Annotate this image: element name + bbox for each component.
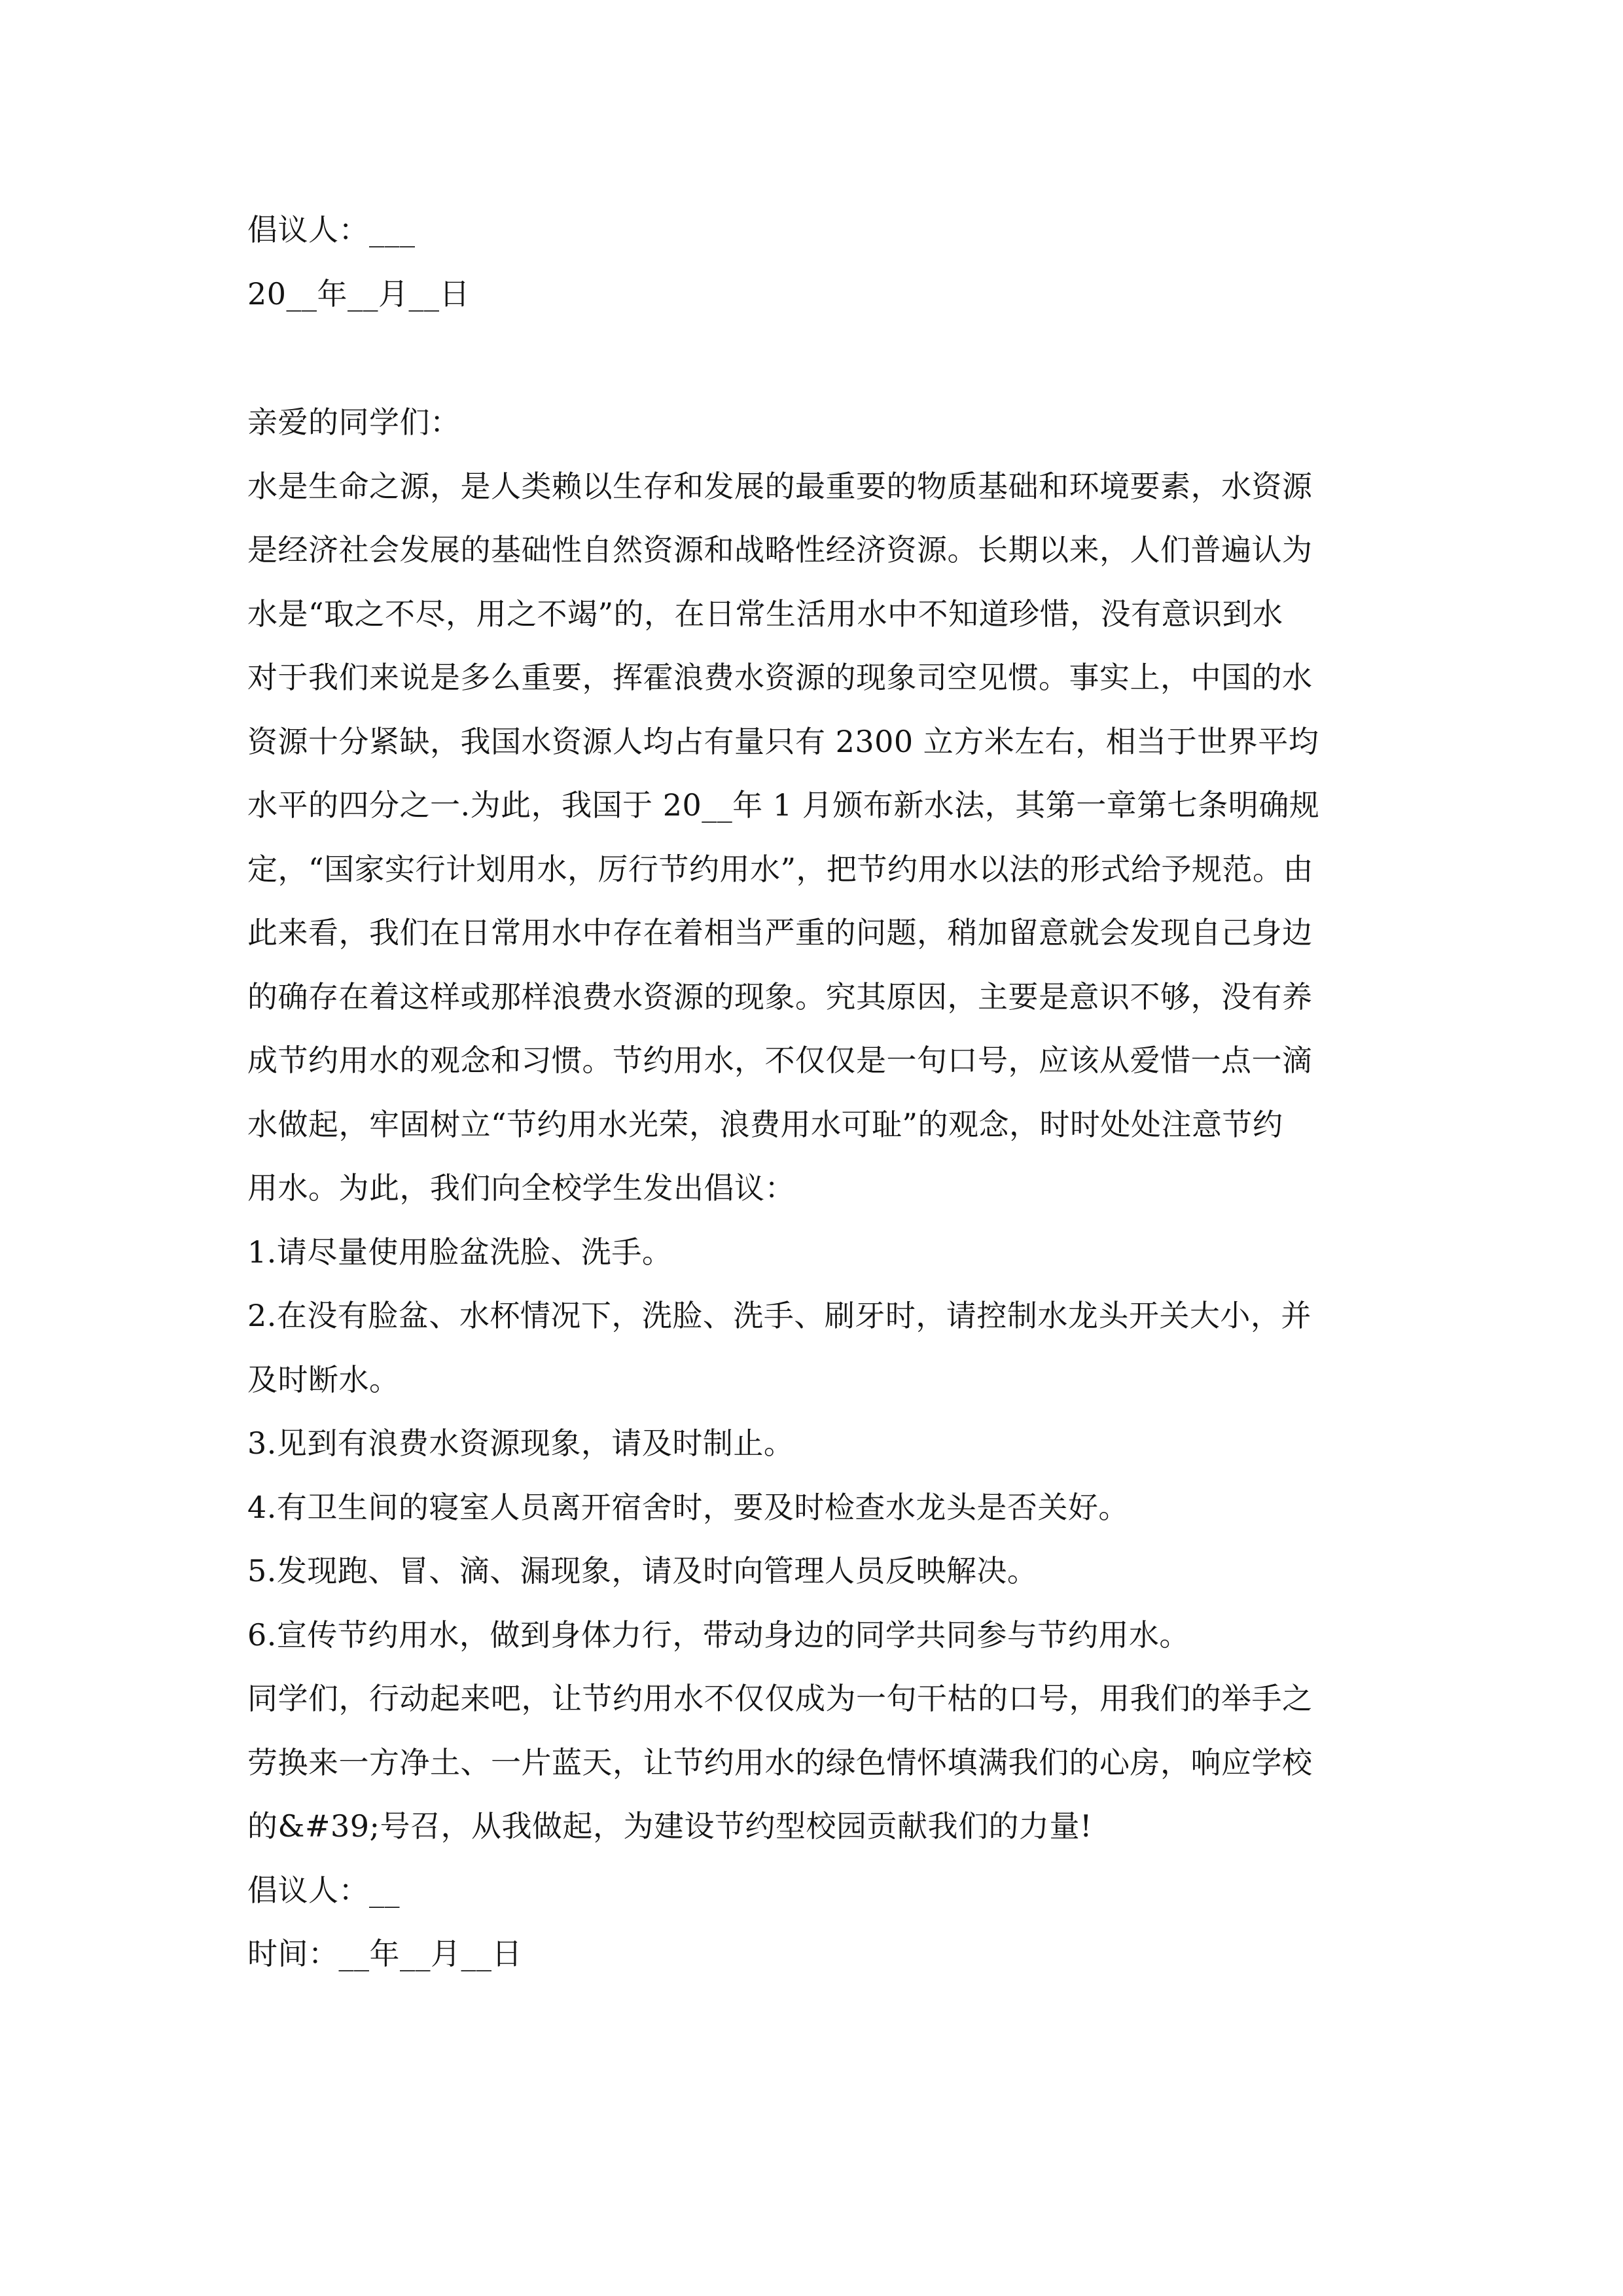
proposal-list: [247, 1221, 1376, 1668]
closing-line: 劳换来一方净土、一片蓝天，让节约用水的绿色情怀填满我们的心房，响应学校: [247, 1744, 1313, 1780]
paragraph-line: 用水。为此，我们向全校学生发出倡议：: [247, 1170, 795, 1206]
bottom-date-line: 时间：__年__月__日: [247, 1936, 522, 1971]
letter-body: [247, 391, 1376, 1986]
paragraph-line: 此来看，我们在日常用水中存在着相当严重的问题，稍加留意就会发现自己身边: [247, 915, 1313, 950]
paragraph-line: 水做起，牢固树立“节约用水光荣，浪费用水可耻”的观念，时时处处注意节约: [247, 1106, 1283, 1142]
paragraph-line: 水是生命之源，是人类赖以生存和发展的最重要的物质基础和环境要素，水资源: [247, 468, 1313, 504]
top-date-line: 20__年__月__日: [247, 276, 471, 312]
bottom-proposer-line: 倡议人：__: [247, 1872, 400, 1908]
proposal-item-1: 1.请尽量使用脸盆洗脸、洗手。: [247, 1234, 673, 1270]
top-signature-block: [247, 198, 1376, 326]
paragraph-line: 对于我们来说是多么重要，挥霍浪费水资源的现象司空见惯。事实上，中国的水: [247, 660, 1313, 695]
closing-paragraph: [247, 1667, 1376, 1859]
top-proposer-line: 倡议人：___: [247, 212, 416, 247]
salutation: 亲爱的同学们：: [247, 404, 461, 440]
paragraph-line: 资源十分紧缺，我国水资源人均占有量只有 2300 立方米左右，相当于世界平均: [247, 723, 1319, 759]
intro-paragraph: [247, 455, 1376, 1221]
paragraph-line: 的确存在着这样或那样浪费水资源的现象。究其原因，主要是意识不够，没有养: [247, 978, 1313, 1014]
paragraph-line: 水平的四分之一.为此，我国于 20__年 1 月颁布新水法，其第一章第七条明确规: [247, 787, 1320, 823]
proposal-item-3: 3.见到有浪费水资源现象，请及时制止。: [247, 1426, 794, 1461]
proposal-item-2-continued: 及时断水。: [247, 1361, 400, 1397]
closing-line: 同学们，行动起来吧，让节约用水不仅仅成为一句干枯的口号，用我们的举手之: [247, 1681, 1313, 1716]
closing-line: 的&#39;号召，从我做起，为建设节约型校园贡献我们的力量!: [247, 1808, 1093, 1844]
paragraph-line: 是经济社会发展的基础性自然资源和战略性经济资源。长期以来，人们普遍认为: [247, 532, 1313, 567]
proposal-item-5: 5.发现跑、冒、滴、漏现象，请及时向管理人员反映解决。: [247, 1553, 1038, 1588]
proposal-item-4: 4.有卫生间的寝室人员离开宿舍时，要及时检查水龙头是否关好。: [247, 1489, 1129, 1525]
paragraph-line: 成节约用水的观念和习惯。节约用水，不仅仅是一句口号，应该从爱惜一点一滴: [247, 1043, 1313, 1078]
paragraph-line: 水是“取之不尽，用之不竭”的，在日常生活用水中不知道珍惜，没有意识到水: [247, 596, 1283, 632]
proposal-item-6: 6.宣传节约用水，做到身体力行，带动身边的同学共同参与节约用水。: [247, 1617, 1190, 1653]
proposal-item-2: 2.在没有脸盆、水杯情况下，洗脸、洗手、刷牙时，请控制水龙头开关大小，并: [247, 1298, 1311, 1333]
paragraph-line: 定，“国家实行计划用水，厉行节约用水”，把节约用水以法的形式给予规范。由: [247, 851, 1314, 887]
